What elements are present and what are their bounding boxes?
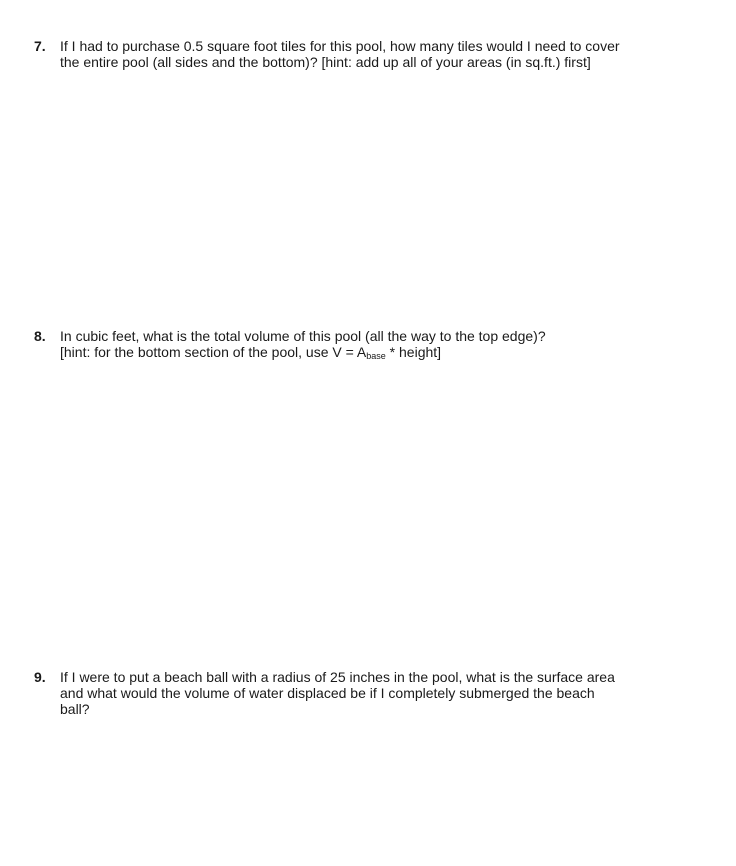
question-line: ball? (60, 701, 90, 717)
question-line: and what would the volume of water displaced be if I completely submerged the beach (60, 685, 595, 701)
question-number: 7. (34, 38, 46, 54)
question-7 (34, 38, 706, 70)
question-line: If I had to purchase 0.5 square foot tiles for this pool, how many tiles would I need to cover (60, 38, 620, 54)
question-number: 9. (34, 669, 46, 685)
question-line: the entire pool (all sides and the bottom)? [hint: add up all of your areas (in sq.ft.) first] (60, 54, 591, 70)
question-9 (34, 669, 706, 717)
hint-text: [hint: for the bottom section of the pool, use V = A (60, 344, 367, 360)
question-text (60, 328, 706, 364)
question-line: In cubic feet, what is the total volume of this pool (all the way to the top edge)? (60, 328, 546, 344)
base-subscript: base (366, 351, 386, 361)
question-text (60, 38, 706, 70)
hint-text-end: * height] (385, 344, 442, 360)
question-8 (34, 328, 706, 364)
question-line: If I were to put a beach ball with a radius of 25 inches in the pool, what is the surface area (60, 669, 615, 685)
question-number: 8. (34, 328, 46, 344)
question-hint-line (60, 344, 706, 364)
question-text (60, 669, 706, 717)
